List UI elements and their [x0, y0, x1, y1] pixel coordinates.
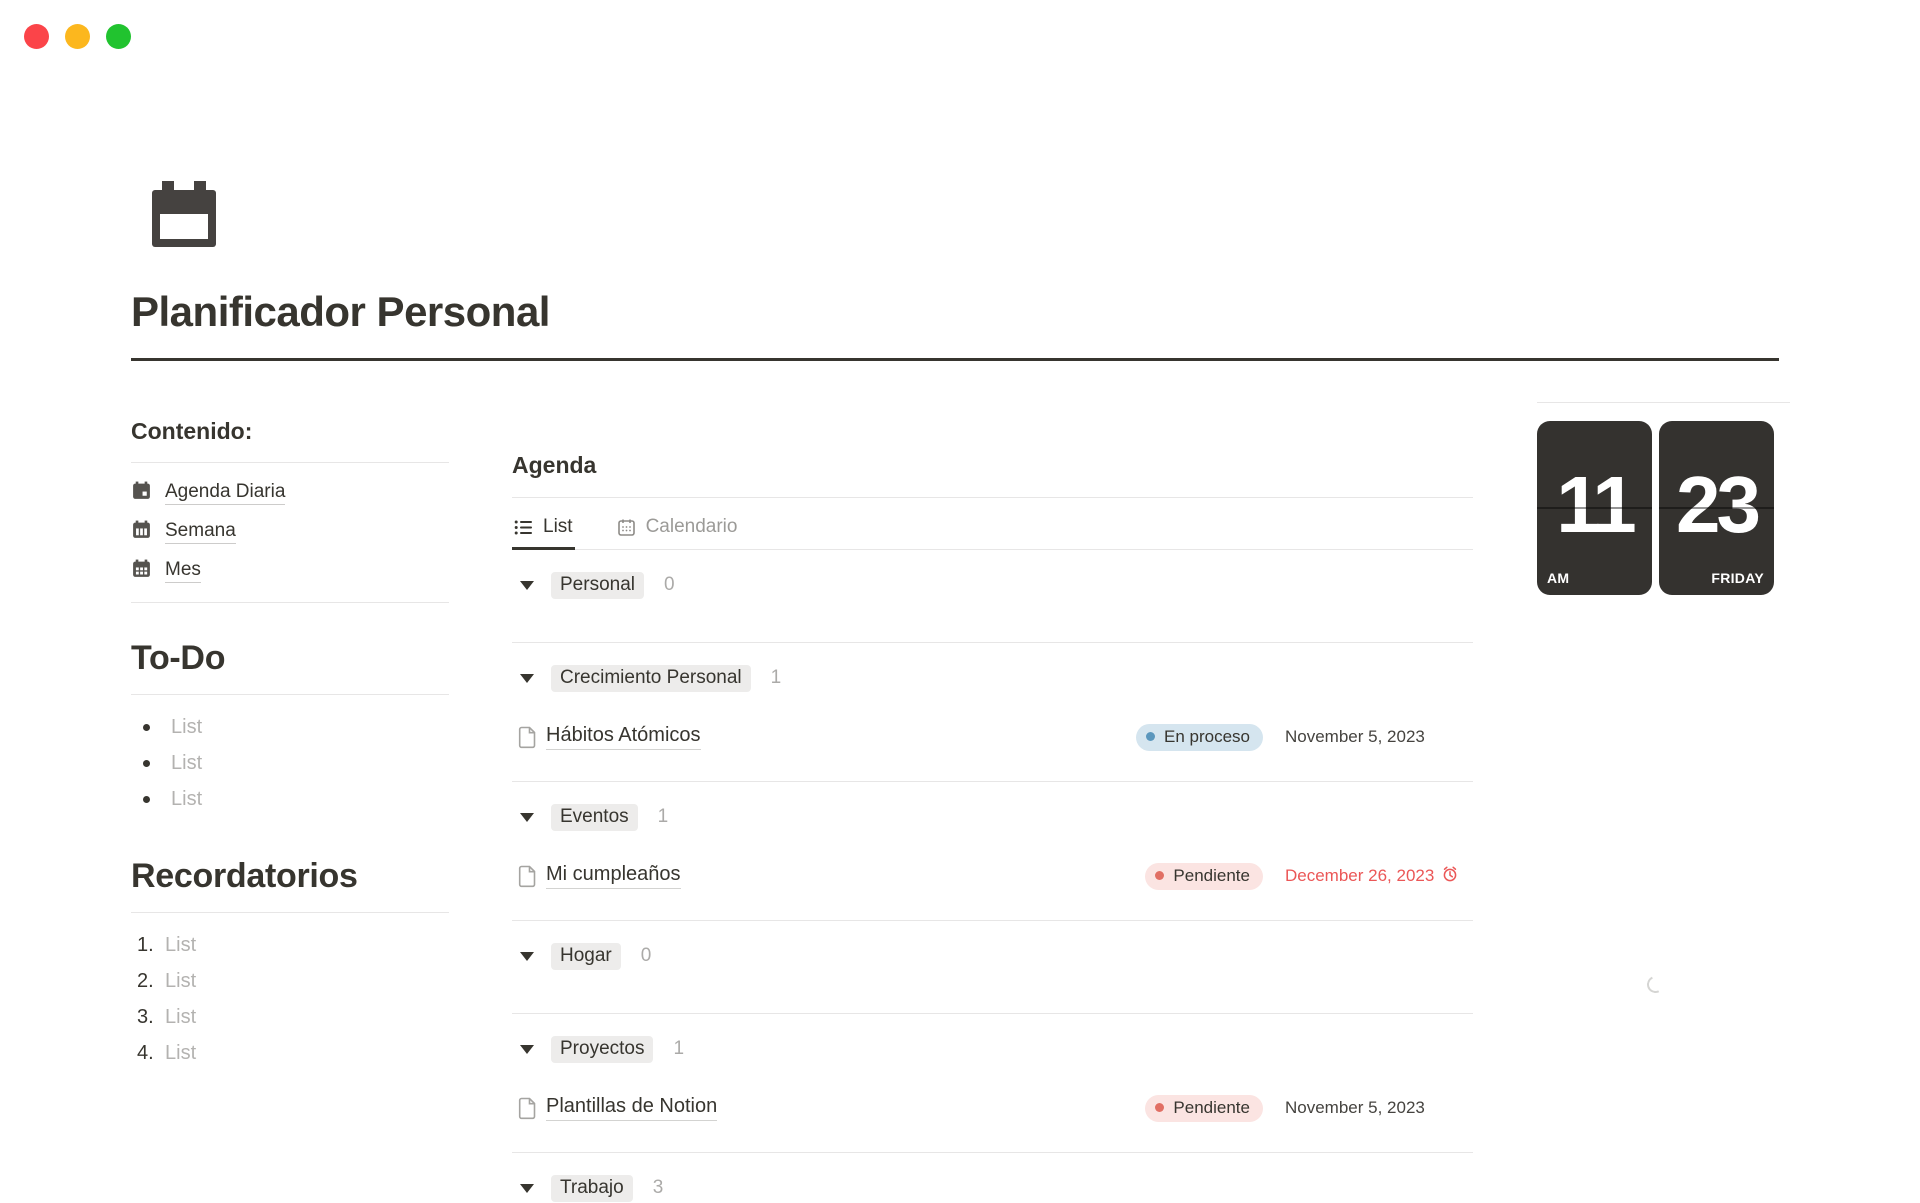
- group-section-proyectos: [512, 1034, 1473, 1153]
- group-header: [512, 802, 1473, 832]
- status-label: Pendiente: [1173, 1097, 1250, 1117]
- divider: [512, 920, 1473, 921]
- group-header: [512, 1173, 1473, 1203]
- sidebar-link-label[interactable]: Agenda Diaria: [165, 481, 285, 505]
- collapse-triangle-icon[interactable]: [520, 674, 534, 683]
- clock-meridiem: AM: [1547, 570, 1570, 586]
- collapse-triangle-icon[interactable]: [520, 952, 534, 961]
- group-count: 0: [640, 945, 652, 966]
- reminder-placeholder[interactable]: List: [165, 969, 197, 992]
- status-badge[interactable]: [1136, 724, 1263, 751]
- clock-hour-card: [1537, 421, 1652, 595]
- group-count: 1: [770, 667, 782, 688]
- list-number: 4.: [137, 1041, 154, 1064]
- contents-heading: Contenido:: [131, 418, 253, 444]
- sidebar-link-label[interactable]: Mes: [165, 559, 201, 583]
- item-title-link[interactable]: Hábitos Atómicos: [546, 724, 701, 750]
- agenda-item-habitos-atomicos[interactable]: [512, 719, 1473, 755]
- group-header: [512, 1034, 1473, 1064]
- flip-clock-widget: [1537, 402, 1790, 595]
- collapse-triangle-icon[interactable]: [520, 1184, 534, 1193]
- group-name-chip[interactable]: Crecimiento Personal: [551, 665, 751, 692]
- group-section-eventos: [512, 802, 1473, 921]
- sidebar-link-semana[interactable]: [131, 512, 449, 551]
- group-name-chip[interactable]: Proyectos: [551, 1036, 653, 1063]
- reminder-placeholder[interactable]: List: [165, 933, 197, 956]
- reminder-list-item[interactable]: [131, 1035, 449, 1071]
- todo-list-item[interactable]: [131, 745, 449, 781]
- clock-minute-card: [1659, 421, 1774, 595]
- collapse-triangle-icon[interactable]: [520, 813, 534, 822]
- collapse-triangle-icon[interactable]: [520, 1045, 534, 1054]
- group-section-hogar: [512, 941, 1473, 1014]
- page-calendar-icon[interactable]: [145, 176, 223, 254]
- bullet-icon: [143, 760, 150, 767]
- todo-list: [131, 709, 449, 817]
- agenda-database: [512, 452, 1473, 1203]
- bullet-icon: [143, 724, 150, 731]
- divider: [131, 602, 449, 603]
- todo-placeholder[interactable]: List: [171, 715, 203, 738]
- alarm-clock-icon: [1441, 865, 1459, 888]
- divider: [1537, 402, 1790, 403]
- date-cell[interactable]: [1285, 1098, 1473, 1118]
- window-minimize-button[interactable]: [65, 24, 90, 49]
- status-dot-icon: [1155, 1103, 1164, 1112]
- divider: [131, 694, 449, 695]
- group-name-chip[interactable]: Trabajo: [551, 1175, 633, 1202]
- status-label: Pendiente: [1173, 865, 1250, 885]
- page-icon: [518, 865, 537, 888]
- agenda-item-plantillas-de-notion[interactable]: [512, 1090, 1473, 1126]
- reminders-heading: Recordatorios: [131, 857, 358, 895]
- todo-list-item[interactable]: [131, 709, 449, 745]
- sidebar-link-mes[interactable]: [131, 551, 449, 590]
- clock-hour: 11: [1556, 460, 1633, 550]
- tab-list[interactable]: [512, 512, 575, 550]
- sidebar: [131, 418, 449, 1071]
- calendar-view-icon: [617, 518, 636, 537]
- todo-heading: To-Do: [131, 639, 226, 677]
- collapse-triangle-icon[interactable]: [520, 581, 534, 590]
- reminder-list-item[interactable]: [131, 963, 449, 999]
- date-cell[interactable]: [1285, 865, 1473, 888]
- list-number: 3.: [137, 1005, 154, 1028]
- contents-links: [131, 463, 449, 602]
- status-badge[interactable]: [1145, 863, 1263, 890]
- divider: [512, 1013, 1473, 1014]
- group-section-trabajo: [512, 1173, 1473, 1203]
- group-count: 1: [673, 1038, 685, 1059]
- todo-list-item[interactable]: [131, 781, 449, 817]
- group-name-chip[interactable]: Personal: [551, 572, 644, 599]
- date-text: November 5, 2023: [1285, 727, 1425, 746]
- group-section-personal: [512, 570, 1473, 643]
- todo-placeholder[interactable]: List: [171, 751, 203, 774]
- divider: [512, 1152, 1473, 1153]
- title-divider: [131, 358, 1779, 361]
- page-icon: [518, 726, 537, 749]
- date-cell[interactable]: [1285, 727, 1473, 747]
- list-number: 2.: [137, 969, 154, 992]
- view-tabs: [512, 498, 1473, 550]
- clock-minute: 23: [1676, 460, 1757, 550]
- sidebar-link-agenda-diaria[interactable]: [131, 473, 449, 512]
- tab-label: List: [543, 516, 573, 537]
- loading-spinner-icon: [1645, 974, 1667, 996]
- group-name-chip[interactable]: Eventos: [551, 804, 638, 831]
- group-header: [512, 941, 1473, 971]
- window-controls: [24, 24, 131, 49]
- group-count: 3: [652, 1177, 664, 1198]
- window-close-button[interactable]: [24, 24, 49, 49]
- tab-calendario[interactable]: [615, 512, 740, 549]
- divider: [131, 912, 449, 913]
- todo-placeholder[interactable]: List: [171, 787, 203, 810]
- item-title-link[interactable]: Plantillas de Notion: [546, 1095, 717, 1121]
- reminders-list: [131, 927, 449, 1071]
- agenda-item-mi-cumpleanos[interactable]: [512, 858, 1473, 894]
- reminder-list-item[interactable]: [131, 927, 449, 963]
- reminder-placeholder[interactable]: List: [165, 1041, 197, 1064]
- calendar-day-icon: [131, 480, 152, 506]
- agenda-heading: Agenda: [512, 452, 597, 478]
- calendar-month-icon: [131, 558, 152, 584]
- group-header: [512, 570, 1473, 600]
- status-label: En proceso: [1164, 726, 1250, 746]
- group-name-chip[interactable]: Hogar: [551, 943, 621, 970]
- tab-label: Calendario: [645, 516, 738, 537]
- divider: [512, 781, 1473, 782]
- item-title-link[interactable]: Mi cumpleaños: [546, 863, 681, 889]
- sidebar-link-label[interactable]: Semana: [165, 520, 236, 544]
- group-count: 1: [657, 806, 669, 827]
- reminder-list-item[interactable]: [131, 999, 449, 1035]
- date-text: December 26, 2023: [1285, 866, 1435, 885]
- status-dot-icon: [1146, 732, 1155, 741]
- clock-day: FRIDAY: [1711, 570, 1764, 586]
- divider: [512, 642, 1473, 643]
- status-badge[interactable]: [1145, 1095, 1263, 1122]
- page-title: Planificador Personal: [131, 288, 550, 335]
- page-icon: [518, 1097, 537, 1120]
- group-count: 0: [664, 574, 675, 595]
- flip-clock: [1537, 421, 1790, 595]
- window-zoom-button[interactable]: [106, 24, 131, 49]
- status-dot-icon: [1155, 871, 1164, 880]
- group-header: [512, 663, 1473, 693]
- reminder-placeholder[interactable]: List: [165, 1005, 197, 1028]
- group-section-crecimiento-personal: [512, 663, 1473, 782]
- list-number: 1.: [137, 933, 154, 956]
- bullet-icon: [143, 796, 150, 803]
- calendar-week-icon: [131, 519, 152, 545]
- date-text: November 5, 2023: [1285, 1098, 1425, 1117]
- list-view-icon: [514, 518, 533, 537]
